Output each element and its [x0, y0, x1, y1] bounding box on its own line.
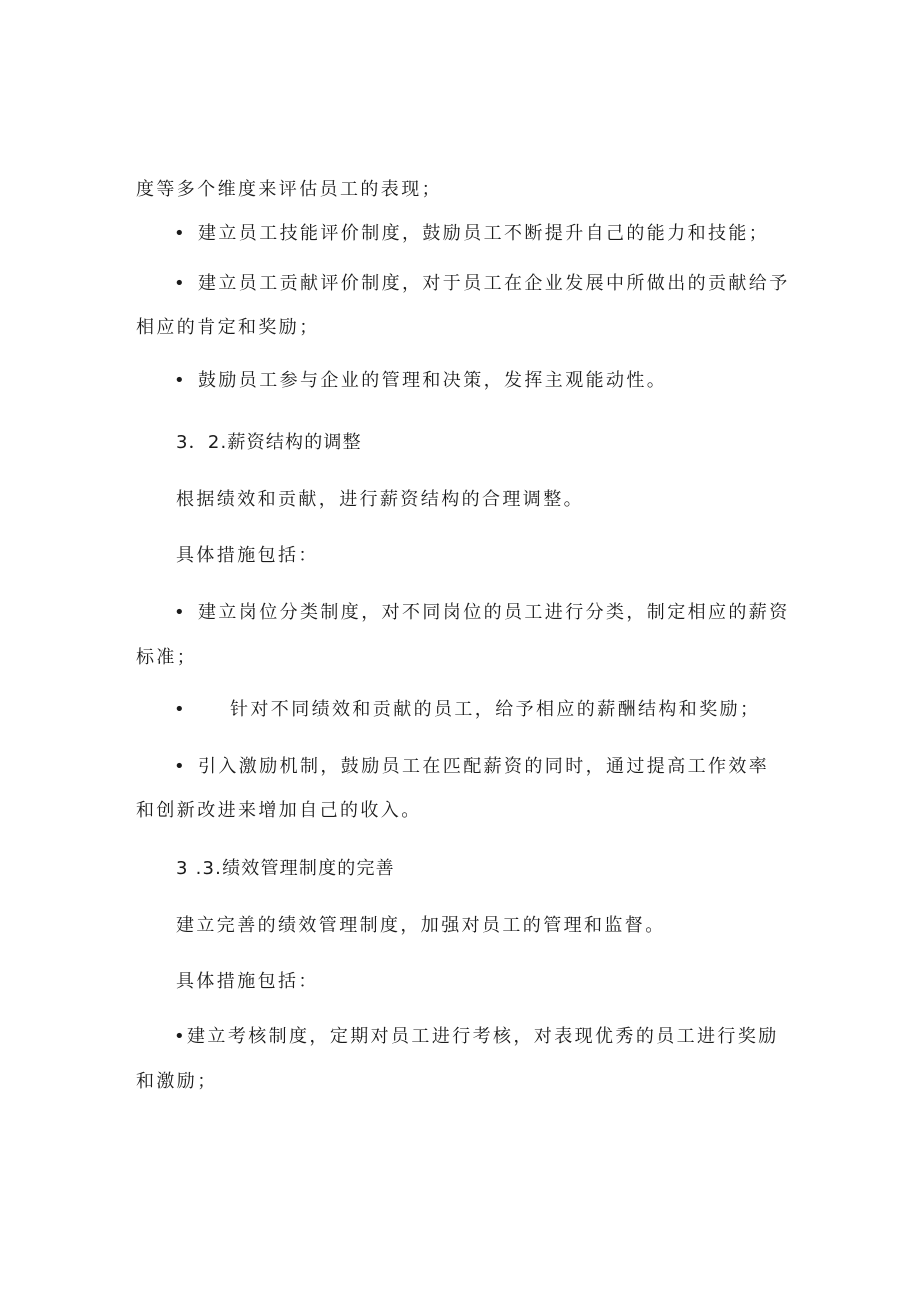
list-item-text: 针对不同绩效和贡献的员工，给予相应的薪酬结构和奖励；	[230, 699, 761, 720]
list-item-text-continued: 和激励；	[136, 1071, 218, 1092]
bullet-marker: •	[174, 273, 185, 294]
section-heading: 3．2.薪资结构的调整	[176, 432, 362, 453]
list-item-text-continued: 和创新改进来增加自己的收入。	[136, 800, 422, 821]
list-item-text: 建立岗位分类制度，对不同岗位的员工进行分类，制定相应的薪资	[198, 602, 790, 623]
continuation-text: 度等多个维度来评估员工的表现；	[136, 179, 442, 200]
paragraph-text: 建立完善的绩效管理制度，加强对员工的管理和监督。	[176, 915, 666, 936]
measures-label: 具体措施包括：	[176, 545, 319, 566]
bullet-marker: •	[174, 223, 185, 244]
list-item-text-continued: 标准；	[136, 647, 198, 668]
bullet-marker: •	[174, 370, 185, 391]
bullet-marker: •	[174, 756, 185, 777]
list-item-text: •建立考核制度，定期对员工进行考核，对表现优秀的员工进行奖励	[174, 1026, 779, 1047]
list-item-text: 鼓励员工参与企业的管理和决策，发挥主观能动性。	[198, 370, 668, 391]
list-item-text: 引入激励机制，鼓励员工在匹配薪资的同时，通过提高工作效率	[198, 756, 770, 777]
paragraph-text: 根据绩效和贡献，进行薪资结构的合理调整。	[176, 489, 584, 510]
list-item-text-continued: 相应的肯定和奖励；	[136, 317, 320, 338]
bullet-marker: •	[174, 602, 185, 623]
measures-label: 具体措施包括：	[176, 971, 319, 992]
list-item-text: 建立员工技能评价制度，鼓励员工不断提升自己的能力和技能；	[198, 223, 770, 244]
section-heading: 3 .3.绩效管理制度的完善	[176, 858, 395, 879]
list-item-text: 建立员工贡献评价制度，对于员工在企业发展中所做出的贡献给予	[198, 273, 790, 294]
bullet-marker: •	[174, 699, 185, 720]
